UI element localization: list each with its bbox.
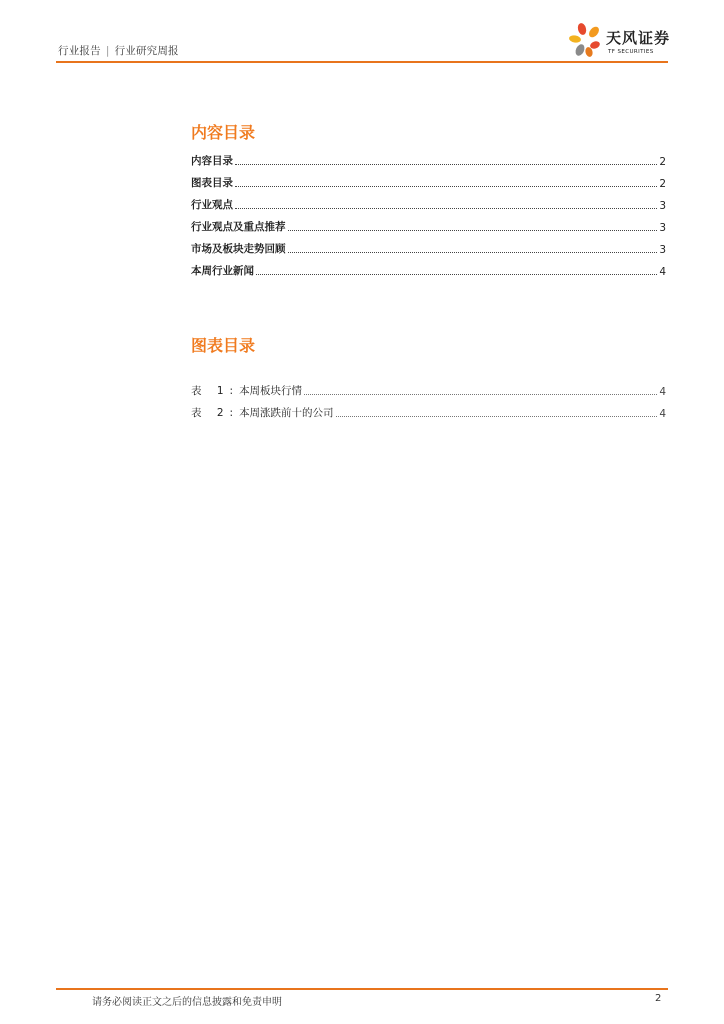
toc-leader-dots (288, 252, 658, 253)
footer-disclaimer: 请务必阅读正文之后的信息披露和免责申明 (92, 997, 282, 1008)
toc-entry[interactable] (191, 190, 666, 212)
toc-leader-dots (235, 186, 657, 187)
toc-list (191, 146, 666, 278)
figure-entry-prefix: 表 1: (191, 385, 240, 397)
toc-entry-page: 3 (659, 222, 666, 234)
toc-entry[interactable] (191, 146, 666, 168)
figure-entry-label: 本周板块行情 (239, 385, 303, 397)
footer-page-number: 2 (655, 993, 662, 1004)
toc-entry-page: 3 (659, 200, 666, 212)
toc-entry-page: 3 (659, 244, 666, 256)
figures-list (191, 376, 666, 420)
toc-leader-dots (256, 274, 657, 275)
breadcrumb-category: 行业报告 (58, 45, 101, 57)
toc-entry-label: 市场及板块走势回顾 (191, 243, 286, 255)
figure-leader-dots (336, 416, 658, 417)
footer-divider (56, 988, 668, 990)
toc-entry[interactable] (191, 212, 666, 234)
toc-entry-label: 行业观点及重点推荐 (191, 221, 286, 233)
figure-leader-dots (304, 394, 657, 395)
toc-entry-label: 本周行业新闻 (191, 265, 254, 277)
logo-name-en: TF SECURITIES (608, 49, 654, 55)
flower-logo-icon (568, 22, 604, 60)
toc-entry-page: 2 (659, 156, 666, 168)
figure-entry-page: 4 (659, 408, 666, 420)
figures-title: 图表目录 (191, 336, 256, 355)
breadcrumb-report-type: 行业研究周报 (114, 45, 179, 57)
toc-entry-page: 2 (659, 178, 666, 190)
toc-leader-dots (235, 164, 657, 165)
figure-entry-prefix: 表 2: (191, 407, 240, 419)
toc-entry[interactable] (191, 168, 666, 190)
logo-name-cn: 天风证券 (606, 29, 671, 47)
toc-entry-label: 行业观点 (191, 199, 233, 211)
toc-entry-page: 4 (659, 266, 666, 278)
company-logo (568, 22, 672, 60)
breadcrumb-separator: | (105, 45, 110, 57)
toc-leader-dots (235, 208, 657, 209)
toc-leader-dots (288, 230, 658, 231)
header-divider (56, 61, 668, 63)
breadcrumb (58, 43, 179, 58)
figure-entry-label: 本周涨跌前十的公司 (239, 407, 334, 419)
figure-entry[interactable] (191, 398, 666, 420)
toc-entry[interactable] (191, 234, 666, 256)
toc-title: 内容目录 (191, 123, 256, 142)
toc-entry[interactable] (191, 256, 666, 278)
toc-entry-label: 图表目录 (191, 177, 233, 189)
figure-entry-page: 4 (659, 386, 666, 398)
figure-entry[interactable] (191, 376, 666, 398)
toc-entry-label: 内容目录 (191, 155, 233, 167)
